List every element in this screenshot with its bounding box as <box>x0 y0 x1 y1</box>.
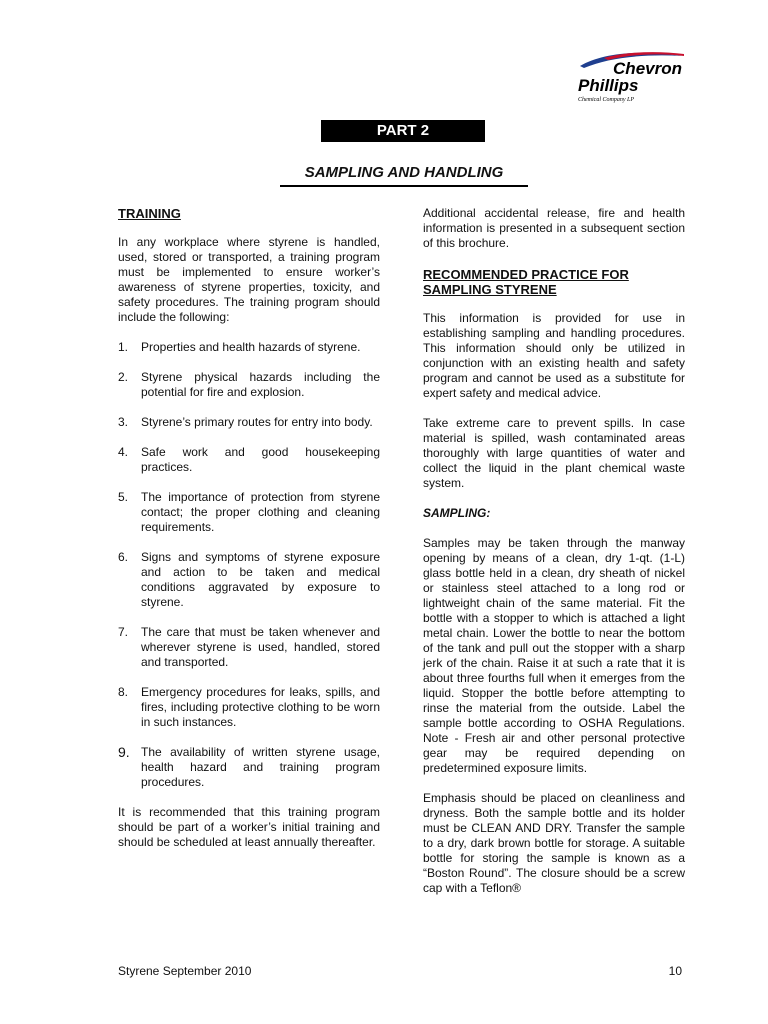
list-item <box>118 490 380 535</box>
list-item <box>118 415 380 430</box>
left-column <box>118 206 380 865</box>
list-number: 5. <box>118 490 129 504</box>
training-intro: In any workplace where styrene is handled, used, stored or transported, a training program must be implemented to ensure worker’s awareness of styrene properties, toxicity, and safety procedures. The training program should include the following: <box>118 235 380 324</box>
list-text: Safe work and good housekeeping practices. <box>141 445 380 474</box>
list-item <box>118 745 380 790</box>
sampling-subheading: SAMPLING: <box>423 506 491 520</box>
list-item <box>118 340 380 355</box>
part-label: PART 2 <box>321 120 485 142</box>
list-number: 4. <box>118 445 129 459</box>
list-text: The importance of protection from styrene contact; the proper clothing and cleaning requirements. <box>141 490 380 534</box>
section-title: SAMPLING AND HANDLING <box>280 163 528 187</box>
logo-line2: Phillips <box>578 76 639 95</box>
spill-care-paragraph: Take extreme care to prevent spills. In case material is spilled, wash contaminated areas thoroughly with large quantities of water and collect the liquid in the plant chemical waste system. <box>423 416 685 490</box>
right-column <box>423 206 685 911</box>
list-number: 1. <box>118 340 129 354</box>
page-number: 10 <box>668 964 682 978</box>
footer-doc-title: Styrene September 2010 <box>118 964 252 978</box>
list-text: Signs and symptoms of styrene exposure and action to be taken and medical conditions aggravated by exposure to styrene. <box>141 550 380 609</box>
samples-paragraph: Samples may be taken through the manway opening by means of a clean, dry 1-qt. (1-L) glass bottle held in a clean, dry sheath of nickel or stainless steel attached to a long rod or lightweight chain of the same material. Fit the bottle with a stopper to which is attached a light metal chain. Lower the bottle to near the bottom of the tank and pull out the stopper with a sharp jerk of the chain. Raise it at such a rate that it is about three fourths full when it emerges from the liquid. Stopper the bottle before attempting to rinse the material from the outside. Label the sample bottle according to OSHA Regulations. Note - Fresh air and other personal protective gear may be required depending on predetermined exposure limits. <box>423 536 685 775</box>
list-number: 9. <box>118 744 130 760</box>
training-list <box>118 340 380 790</box>
company-logo <box>574 48 686 106</box>
list-number: 6. <box>118 550 129 564</box>
list-number: 7. <box>118 625 129 639</box>
recommended-practice-heading: RECOMMENDED PRACTICE FOR SAMPLING STYRENE <box>423 267 629 297</box>
list-item <box>118 370 380 400</box>
training-heading: TRAINING <box>118 206 181 221</box>
list-number: 2. <box>118 370 129 384</box>
list-item <box>118 625 380 670</box>
list-text: Properties and health hazards of styrene. <box>141 340 361 354</box>
list-text: Emergency procedures for leaks, spills, and fires, including protective clothing to be worn in such instances. <box>141 685 380 729</box>
additional-info-paragraph: Additional accidental release, fire and health information is presented in a subsequent section of this brochure. <box>423 206 685 250</box>
list-item <box>118 550 380 610</box>
logo-line3: Chemical Company LP <box>578 97 634 103</box>
list-text: The availability of written styrene usage, health hazard and training program procedures. <box>141 745 380 789</box>
list-number: 8. <box>118 685 129 699</box>
list-number: 3. <box>118 415 129 429</box>
logo-line1: Chevron <box>613 59 682 78</box>
list-item <box>118 445 380 475</box>
info-paragraph: This information is provided for use in establishing sampling and handling procedures. This information should only be utilized in conjunction with an existing health and safety program and cannot be used as a substitute for expert safety and medical advice. <box>423 311 685 400</box>
list-text: Styrene physical hazards including the potential for fire and explosion. <box>141 370 380 399</box>
training-closing: It is recommended that this training program should be part of a worker’s initial training and should be scheduled at least annually thereafter. <box>118 805 380 849</box>
emphasis-paragraph: Emphasis should be placed on cleanliness and dryness. Both the sample bottle and its holder must be CLEAN AND DRY. Transfer the sample to a dry, dark brown bottle for storage. A suitable bottle for storing the sample is known as a “Boston Round”. The closure should be a screw cap with a Teflon® <box>423 791 685 895</box>
list-text: The care that must be taken whenever and wherever styrene is used, handled, stored and transported. <box>141 625 380 669</box>
list-text: Styrene’s primary routes for entry into body. <box>141 415 373 429</box>
chevron-phillips-logo <box>574 48 686 106</box>
list-item <box>118 685 380 730</box>
